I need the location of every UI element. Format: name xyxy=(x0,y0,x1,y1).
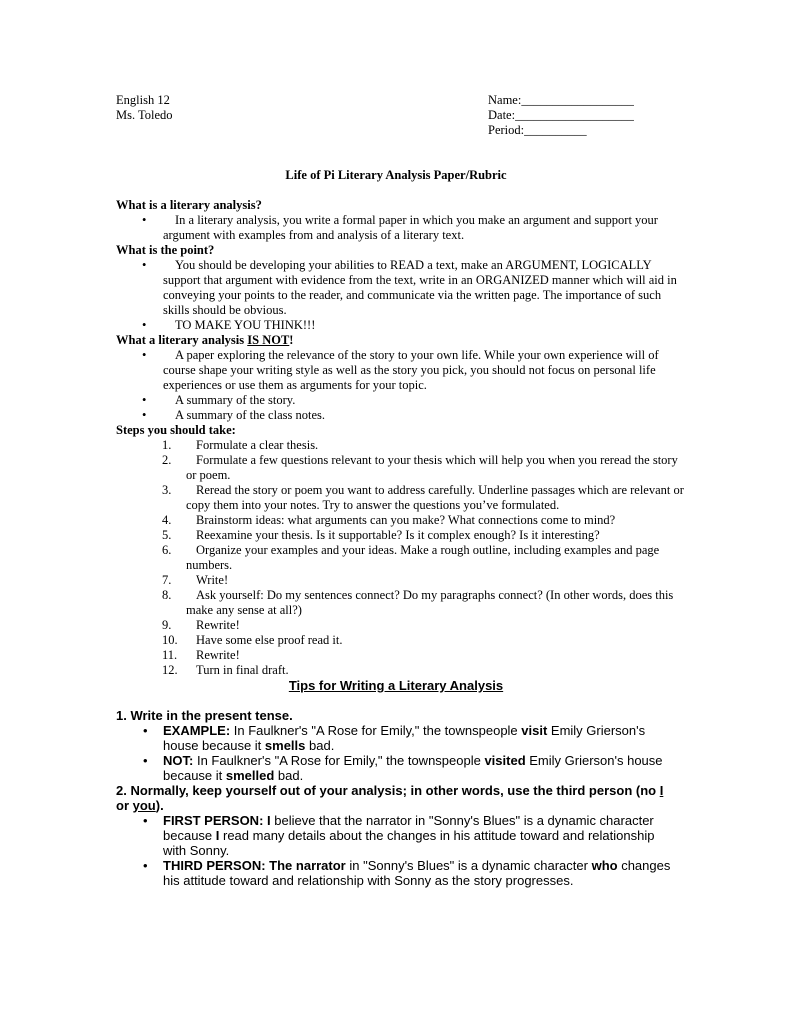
step-text: Reread the story or poem you want to address carefully. Underline passages which are relevant or copy them into your notes. Try to answer the questions you’ve formulated. xyxy=(186,483,684,512)
step-text: Organize your examples and your ideas. Make a rough outline, including examples and page numbers. xyxy=(186,543,660,572)
step-text: Formulate a clear thesis. xyxy=(196,438,319,452)
tips-section xyxy=(116,708,676,888)
tip2-heading: 2. Normally, keep yourself out of your analysis; in other words, use the third person (no I or you). xyxy=(116,783,664,813)
point-heading: What is the point? xyxy=(116,243,215,257)
step-number: 7. xyxy=(162,573,172,587)
step-text: Rewrite! xyxy=(196,648,240,662)
header-left xyxy=(116,93,173,123)
step-item xyxy=(116,528,686,543)
steps-list xyxy=(116,438,686,678)
step-text: Write! xyxy=(196,573,229,587)
step-number: 3. xyxy=(162,483,172,497)
is-not-heading: What a literary analysis IS NOT! xyxy=(116,333,294,347)
step-number: 11. xyxy=(162,648,178,662)
step-item xyxy=(116,543,686,573)
list-item: • A summary of the class notes. xyxy=(142,408,325,422)
list-item: • NOT: In Faulkner's "A Rose for Emily," the townspeople visited Emily Grierson's house because it smelled bad. xyxy=(143,753,663,783)
step-number: 8. xyxy=(162,588,172,602)
step-number: 10. xyxy=(162,633,178,647)
step-text: Formulate a few questions relevant to your thesis which will help you when you reread the story or poem. xyxy=(186,453,678,482)
step-number: 1. xyxy=(162,438,172,452)
step-item xyxy=(116,438,686,453)
list-item: • EXAMPLE: In Faulkner's "A Rose for Emily," the townspeople visit Emily Grierson's house because it smells bad. xyxy=(143,723,646,753)
step-item xyxy=(116,453,686,483)
what-is-heading: What is a literary analysis? xyxy=(116,198,262,212)
step-number: 12. xyxy=(162,663,178,677)
step-item xyxy=(116,663,686,678)
step-item xyxy=(116,648,686,663)
date-field: Date:___________________ xyxy=(488,108,634,122)
page-title: Life of Pi Literary Analysis Paper/Rubric xyxy=(285,168,507,182)
tips-title: Tips for Writing a Literary Analysis xyxy=(288,678,504,693)
step-item xyxy=(116,573,686,588)
step-text: Brainstorm ideas: what arguments can you make? What connections come to mind? xyxy=(196,513,616,527)
header-right xyxy=(488,93,634,138)
step-text: Ask yourself: Do my sentences connect? Do my paragraphs connect? (In other words, does this make any sense at all?) xyxy=(186,588,674,617)
what-is-section xyxy=(116,198,686,678)
list-item: • TO MAKE YOU THINK!!! xyxy=(142,318,316,332)
step-text: Reexamine your thesis. Is it supportable? Is it complex enough? Is it interesting? xyxy=(196,528,600,542)
step-number: 9. xyxy=(162,618,172,632)
step-item xyxy=(116,513,686,528)
list-item: • THIRD PERSON: The narrator in "Sonny's Blues" is a dynamic character who changes his attitude toward and relationship with Sonny as the story progresses. xyxy=(143,858,671,888)
tip1-heading: 1. Write in the present tense. xyxy=(116,708,293,723)
teacher-name: Ms. Toledo xyxy=(116,108,173,122)
list-item: • In a literary analysis, you write a formal paper in which you make an argument and support your argument with examples from and analysis of a literary text. xyxy=(142,213,658,242)
step-item xyxy=(116,633,686,648)
step-item xyxy=(116,483,686,513)
step-number: 2. xyxy=(162,453,172,467)
list-item: • A summary of the story. xyxy=(142,393,296,407)
steps-heading: Steps you should take: xyxy=(116,423,236,437)
list-item: • You should be developing your abilities to READ a text, make an ARGUMENT, LOGICALLY support that argument with evidence from the text, write in an ORGANIZED manner which will aid in conveying your points to the reader, and communicate via the written page. The importance of such skills should be obvious. xyxy=(142,258,677,317)
period-field: Period:__________ xyxy=(488,123,587,137)
step-number: 6. xyxy=(162,543,172,557)
course-name: English 12 xyxy=(116,93,170,107)
name-field: Name:__________________ xyxy=(488,93,634,107)
step-number: 4. xyxy=(162,513,172,527)
list-item: • FIRST PERSON: I believe that the narrator in "Sonny's Blues" is a dynamic character because I read many details about the changes in his attitude toward and relationship with Sonny. xyxy=(143,813,655,858)
step-text: Have some else proof read it. xyxy=(196,633,343,647)
step-text: Rewrite! xyxy=(196,618,240,632)
step-number: 5. xyxy=(162,528,172,542)
step-text: Turn in final draft. xyxy=(196,663,289,677)
step-item xyxy=(116,588,686,618)
list-item: • A paper exploring the relevance of the story to your own life. While your own experience will of course shape your writing style as well as the story you pick, you should not focus on personal life experiences or use them as arguments for your topic. xyxy=(142,348,659,392)
step-item xyxy=(116,618,686,633)
